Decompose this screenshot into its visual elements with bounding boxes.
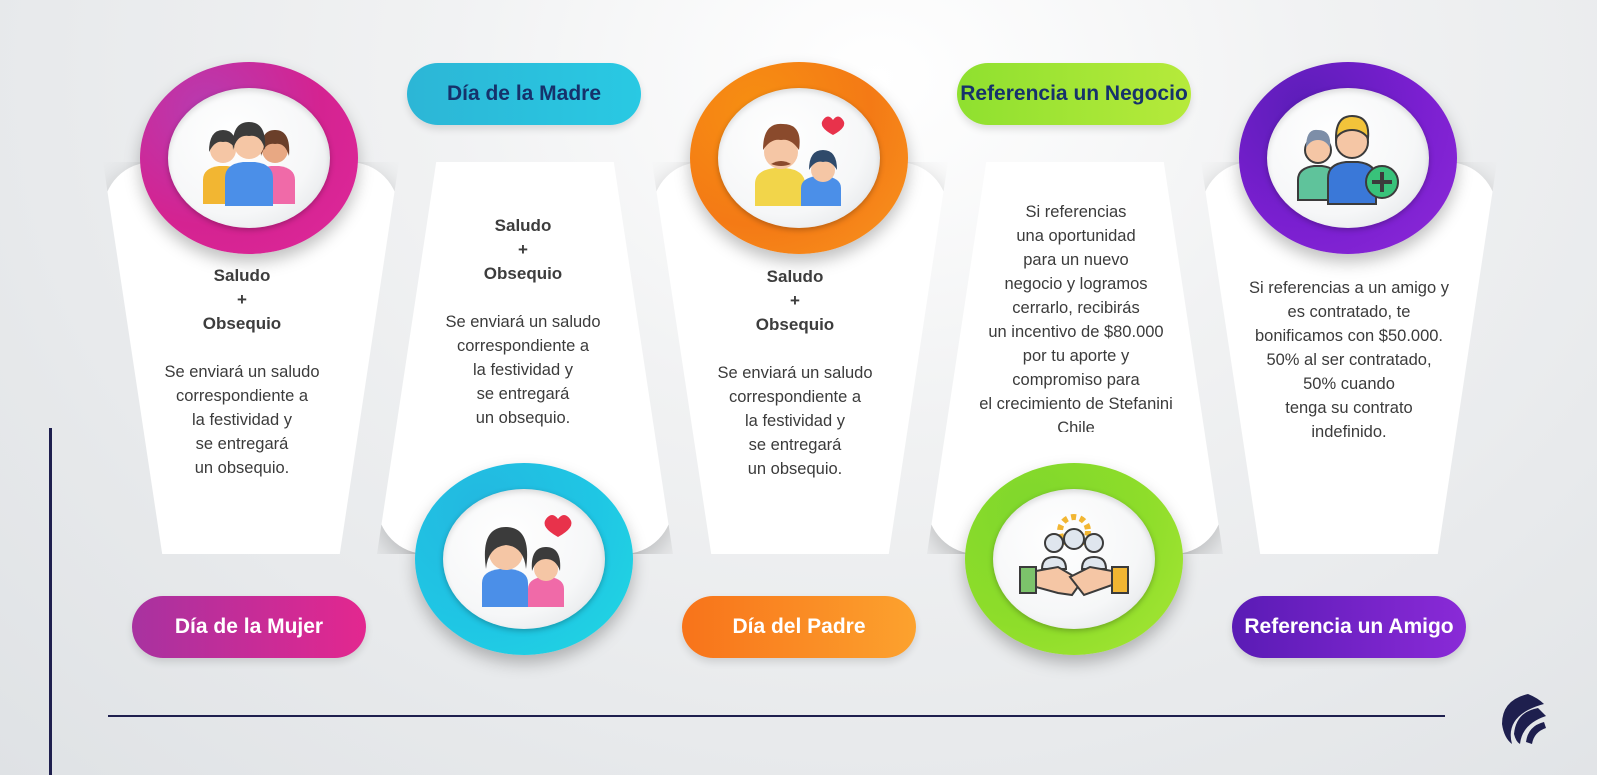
mother-daughter-icon <box>464 509 584 609</box>
icon-ring-mujer <box>140 62 358 254</box>
stefanini-logo-icon <box>1498 690 1546 746</box>
bottom-horizontal-rule <box>108 715 1445 717</box>
pill-referencia-amigo: Referencia un Amigo <box>1232 596 1466 658</box>
card-text-mujer: Saludo + Obsequio Se enviará un saludo correspondiente a la festividad y se entregará un obsequio. <box>164 266 320 477</box>
left-vertical-rule <box>49 428 52 775</box>
handshake-team-icon <box>1014 509 1134 609</box>
pill-dia-padre: Día del Padre <box>682 596 916 658</box>
card-text-amigo: Si referencias a un amigo y es contratado, te bonificamos con $50.000. 50% al ser contratado, 50% cuando tenga su contrato indefinido. <box>1249 279 1449 441</box>
icon-ring-padre <box>690 62 908 254</box>
pill-referencia-negocio: Referencia un Negocio <box>957 63 1191 125</box>
icon-ring-negocio <box>965 463 1183 655</box>
add-friend-icon <box>1288 108 1408 208</box>
father-son-icon <box>739 108 859 208</box>
women-group-icon <box>189 108 309 208</box>
card-text-negocio: Si referencias una oportunidad para un nuevo negocio y logramos cerrarlo, recibirás un incentivo de $80.000 por tu aporte y compromiso para el crecimiento de Stefanini Chile <box>979 203 1173 432</box>
card-text-padre: Saludo + Obsequio Se enviará un saludo correspondiente a la festividad y se entregará un obsequio. <box>717 267 873 478</box>
icon-ring-madre <box>415 463 633 655</box>
pill-dia-madre: Día de la Madre <box>407 63 641 125</box>
card-text-madre: Saludo + Obsequio Se enviará un saludo correspondiente a la festividad y se entregará un obsequio. <box>445 216 601 427</box>
pill-dia-mujer: Día de la Mujer <box>132 596 366 658</box>
icon-ring-amigo <box>1239 62 1457 254</box>
